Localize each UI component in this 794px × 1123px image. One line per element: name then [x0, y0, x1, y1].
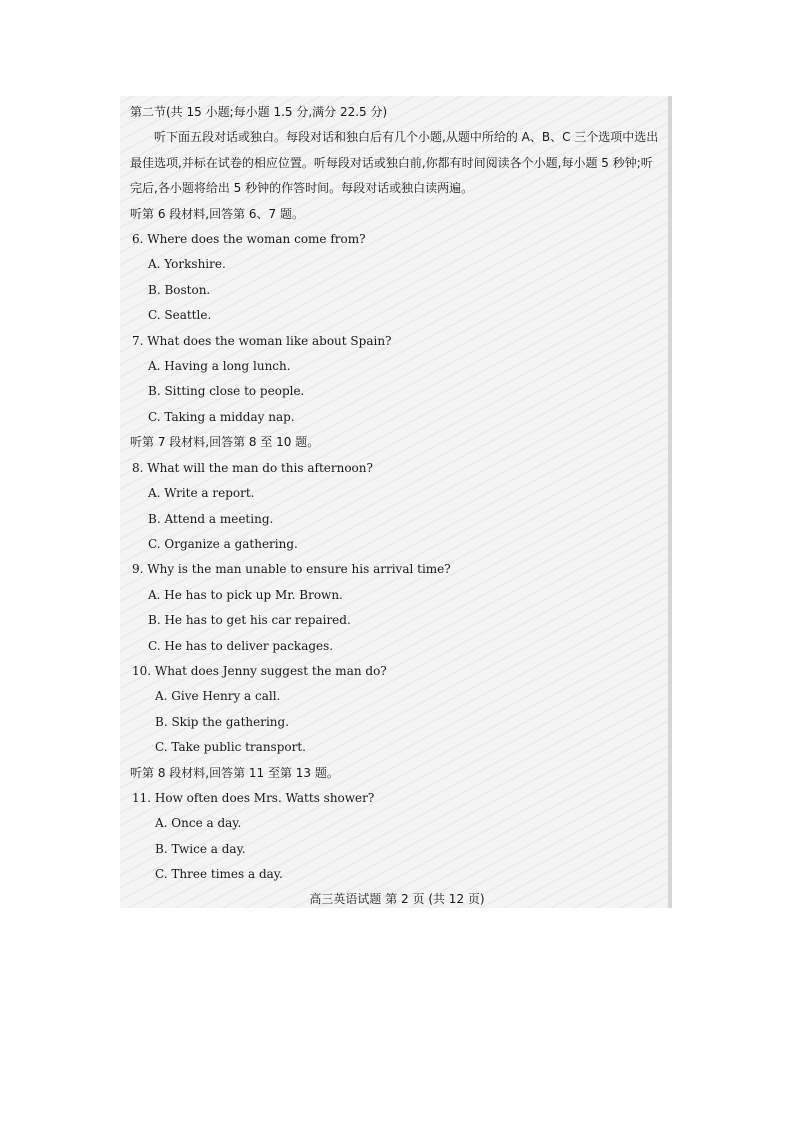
option-8c: C. Organize a gathering.	[148, 536, 298, 551]
page-footer: 高三英语试题 第 2 页 (共 12 页)	[309, 892, 485, 906]
section-title: 第二节(共 15 小题;每小题 1.5 分,满分 22.5 分)	[130, 105, 388, 119]
option-11b: B. Twice a day.	[155, 841, 246, 856]
group-directive: 听第 8 段材料,回答第 11 至第 13 题。	[130, 765, 339, 780]
question-8: 8. What will the man do this afternoon?	[132, 460, 373, 475]
exam-content	[130, 100, 665, 888]
question-11: 11. How often does Mrs. Watts shower?	[132, 790, 375, 805]
option-10c: C. Take public transport.	[155, 740, 306, 755]
option-6a: A. Yorkshire.	[148, 257, 226, 272]
section-instructions: 听下面五段对话或独白。每段对话和独白后有几个小题,从题中所给的 A、B、C 三个选项中选出最佳选项,并标在试卷的相应位置。听每段对话或独白前,你都有时间阅读各个小题,每小题 5 秒钟;听完后,各小题将给出 5 秒钟的作答时间。每段对话或独白读两遍。	[130, 130, 659, 196]
option-9b: B. He has to get his car repaired.	[148, 613, 351, 628]
option-6b: B. Boston.	[148, 282, 211, 297]
group-directive: 听第 7 段材料,回答第 8 至 10 题。	[130, 435, 320, 450]
option-9a: A. He has to pick up Mr. Brown.	[148, 587, 343, 602]
option-8b: B. Attend a meeting.	[148, 511, 274, 526]
group-directive: 听第 6 段材料,回答第 6、7 题。	[130, 206, 304, 221]
option-10b: B. Skip the gathering.	[155, 714, 290, 729]
question-10: 10. What does Jenny suggest the man do?	[132, 663, 387, 678]
option-8a: A. Write a report.	[148, 486, 255, 501]
paper-edge	[668, 96, 672, 908]
option-6c: C. Seattle.	[148, 308, 212, 323]
option-10a: A. Give Henry a call.	[155, 689, 281, 704]
question-6: 6. Where does the woman come from?	[132, 232, 366, 247]
option-7c: C. Taking a midday nap.	[148, 409, 295, 424]
option-9c: C. He has to deliver packages.	[148, 638, 334, 653]
question-7: 7. What does the woman like about Spain?	[132, 333, 392, 348]
option-11c: C. Three times a day.	[155, 867, 283, 882]
option-7a: A. Having a long lunch.	[148, 359, 291, 374]
question-9: 9. Why is the man unable to ensure his arrival time?	[132, 562, 451, 577]
option-11a: A. Once a day.	[155, 816, 242, 831]
option-7b: B. Sitting close to people.	[148, 384, 305, 399]
